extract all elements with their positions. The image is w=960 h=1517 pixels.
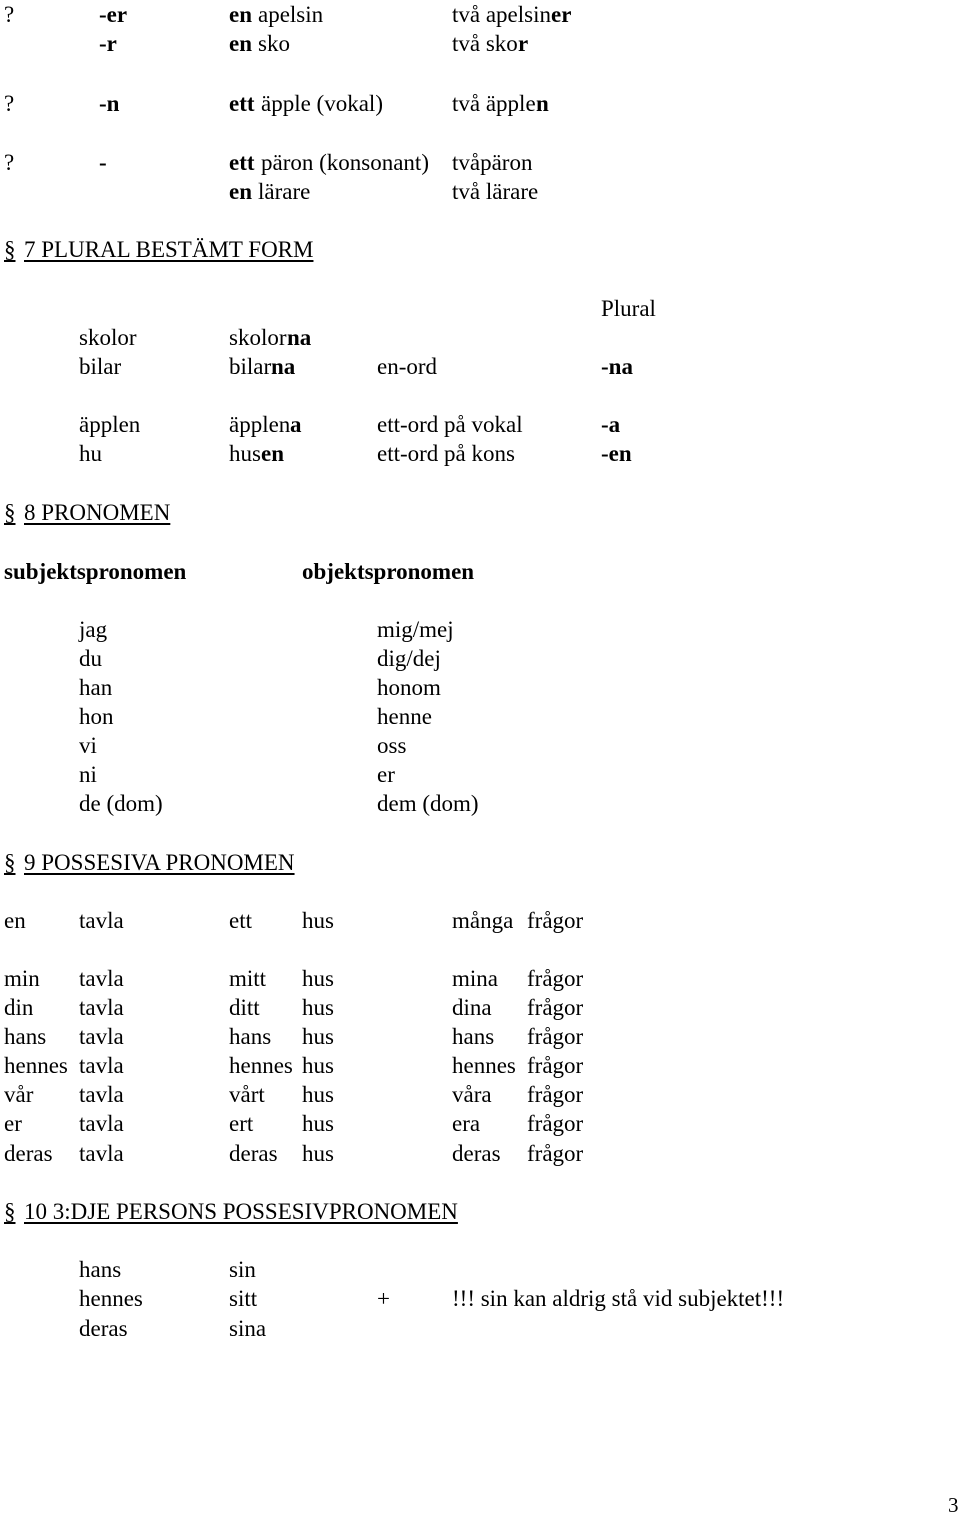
reflexive-possessive: sina (229, 1316, 267, 1341)
subject-pronoun: han (79, 675, 113, 700)
possessive-word: hus (302, 1141, 334, 1166)
third-person-pronoun: hennes (79, 1286, 143, 1311)
possessive-word: frågor (527, 1082, 584, 1107)
indefinite-plural: bilar (79, 354, 122, 379)
reflexive-possessive: sin (229, 1257, 256, 1282)
possessive-word: era (452, 1111, 481, 1136)
possessive-word: hans (4, 1024, 47, 1049)
reflexive-possessive: sitt (229, 1286, 258, 1311)
plural-form: två apelsin (452, 2, 551, 27)
object-pronoun: henne (377, 704, 432, 729)
plural-ending-marker: -n (99, 91, 120, 116)
possessive-word: tavla (79, 1082, 124, 1107)
singular-article: ett (229, 91, 255, 116)
object-pronoun-header: objektspronomen (302, 559, 475, 584)
section-heading: 10 3:DJE PERSONS POSSESIVPRONOMEN (24, 1199, 458, 1224)
section-sign: § (4, 500, 16, 525)
possessive-word: dina (452, 995, 492, 1020)
possessive-word: frågor (527, 1141, 584, 1166)
object-pronoun: dig/dej (377, 646, 441, 671)
possessive-word: deras (4, 1141, 53, 1166)
singular-word: äpple (vokal) (261, 91, 383, 116)
third-person-pronoun: hans (79, 1257, 122, 1282)
possessive-header-word: tavla (79, 908, 124, 933)
possessive-word: hans (229, 1024, 272, 1049)
section-sign: § (4, 1199, 16, 1224)
possessive-header-word: hus (302, 908, 334, 933)
plus-sign: + (377, 1286, 390, 1311)
section-heading: 8 PRONOMEN (24, 500, 171, 525)
possessive-word: tavla (79, 995, 124, 1020)
singular-article: en (229, 31, 252, 56)
singular-word: apelsin (258, 2, 324, 27)
plural-form-ending: er (551, 2, 572, 27)
indefinite-plural: hu (79, 441, 102, 466)
subject-pronoun: jag (79, 617, 108, 642)
section-sign: § (4, 850, 16, 875)
rule-note: !!! sin kan aldrig stå vid subjektet!!! (452, 1286, 785, 1311)
object-pronoun: honom (377, 675, 441, 700)
question-mark: ? (4, 150, 15, 175)
definite-plural-stem: bilar (229, 354, 272, 379)
question-mark: ? (4, 91, 15, 116)
definite-plural-ending: en (261, 441, 284, 466)
possessive-word: mitt (229, 966, 267, 991)
singular-word: päron (konsonant) (261, 150, 429, 175)
possessive-word: mina (452, 966, 498, 991)
possessive-word: frågor (527, 995, 584, 1020)
possessive-header-word: många (452, 908, 514, 933)
plural-form: två sko (452, 31, 518, 56)
definite-ending-marker: -en (601, 441, 632, 466)
possessive-word: tavla (79, 1111, 124, 1136)
section-heading: 7 PLURAL BESTÄMT FORM (24, 237, 314, 262)
singular-article: ett (229, 150, 255, 175)
possessive-word: din (4, 995, 34, 1020)
possessive-word: er (4, 1111, 22, 1136)
indefinite-plural: äpplen (79, 412, 141, 437)
third-person-pronoun: deras (79, 1316, 128, 1341)
possessive-word: min (4, 966, 40, 991)
possessive-word: tavla (79, 1053, 124, 1078)
question-mark: ? (4, 2, 15, 27)
possessive-word: hus (302, 1024, 334, 1049)
definite-plural-stem: äpplen (229, 412, 291, 437)
definite-plural-ending: a (290, 412, 302, 437)
possessive-header-word: frågor (527, 908, 584, 933)
possessive-word: hus (302, 1111, 334, 1136)
subject-pronoun: vi (79, 733, 97, 758)
singular-word: lärare (258, 179, 311, 204)
plural-form-ending: r (518, 31, 529, 56)
possessive-word: frågor (527, 1111, 584, 1136)
possessive-word: hans (452, 1024, 495, 1049)
singular-article: en (229, 179, 252, 204)
possessive-word: tavla (79, 1141, 124, 1166)
section-heading: 9 POSSESIVA PRONOMEN (24, 850, 295, 875)
subject-pronoun: de (dom) (79, 791, 163, 816)
possessive-word: frågor (527, 1024, 584, 1049)
object-pronoun: oss (377, 733, 407, 758)
definite-plural-ending: na (287, 325, 312, 350)
plural-ending-marker: - (99, 150, 107, 175)
possessive-word: hus (302, 995, 334, 1020)
singular-word: sko (258, 31, 290, 56)
word-type: en-ord (377, 354, 438, 379)
word-type: ett-ord på vokal (377, 412, 523, 437)
plural-ending-marker: -er (99, 2, 128, 27)
possessive-header-word: ett (229, 908, 252, 933)
plural-form: tvåpäron (452, 150, 533, 175)
possessive-word: tavla (79, 1024, 124, 1049)
possessive-word: hus (302, 966, 334, 991)
possessive-word: frågor (527, 1053, 584, 1078)
possessive-word: hennes (4, 1053, 68, 1078)
possessive-word: deras (229, 1141, 278, 1166)
possessive-word: hennes (452, 1053, 516, 1078)
plural-form: två lärare (452, 179, 539, 204)
object-pronoun: er (377, 762, 395, 787)
word-type: ett-ord på kons (377, 441, 515, 466)
singular-article: en (229, 2, 252, 27)
possessive-word: deras (452, 1141, 501, 1166)
definite-ending-marker: -na (601, 354, 633, 379)
possessive-word: våra (452, 1082, 492, 1107)
possessive-word: ert (229, 1111, 254, 1136)
page-number: 3 (948, 1493, 959, 1517)
definite-plural-stem: hus (229, 441, 261, 466)
possessive-word: frågor (527, 966, 584, 991)
possessive-word: tavla (79, 966, 124, 991)
possessive-word: vårt (229, 1082, 265, 1107)
possessive-word: hus (302, 1053, 334, 1078)
definite-ending-marker: -a (601, 412, 621, 437)
possessive-word: hus (302, 1082, 334, 1107)
plural-form: två äpple (452, 91, 536, 116)
subject-pronoun-header: subjektspronomen (4, 559, 187, 584)
possessive-word: vår (4, 1082, 34, 1107)
possessive-word: ditt (229, 995, 260, 1020)
object-pronoun: dem (dom) (377, 791, 479, 816)
definite-plural-stem: skolor (229, 325, 287, 350)
possessive-word: hennes (229, 1053, 293, 1078)
subject-pronoun: ni (79, 762, 97, 787)
definite-plural-ending: na (271, 354, 296, 379)
indefinite-plural: skolor (79, 325, 137, 350)
object-pronoun: mig/mej (377, 617, 454, 642)
plural-ending-marker: -r (99, 31, 117, 56)
plural-column-header: Plural (601, 296, 656, 321)
possessive-header-word: en (4, 908, 26, 933)
section-sign: § (4, 237, 16, 262)
subject-pronoun: du (79, 646, 102, 671)
subject-pronoun: hon (79, 704, 114, 729)
plural-form-ending: n (536, 91, 549, 116)
